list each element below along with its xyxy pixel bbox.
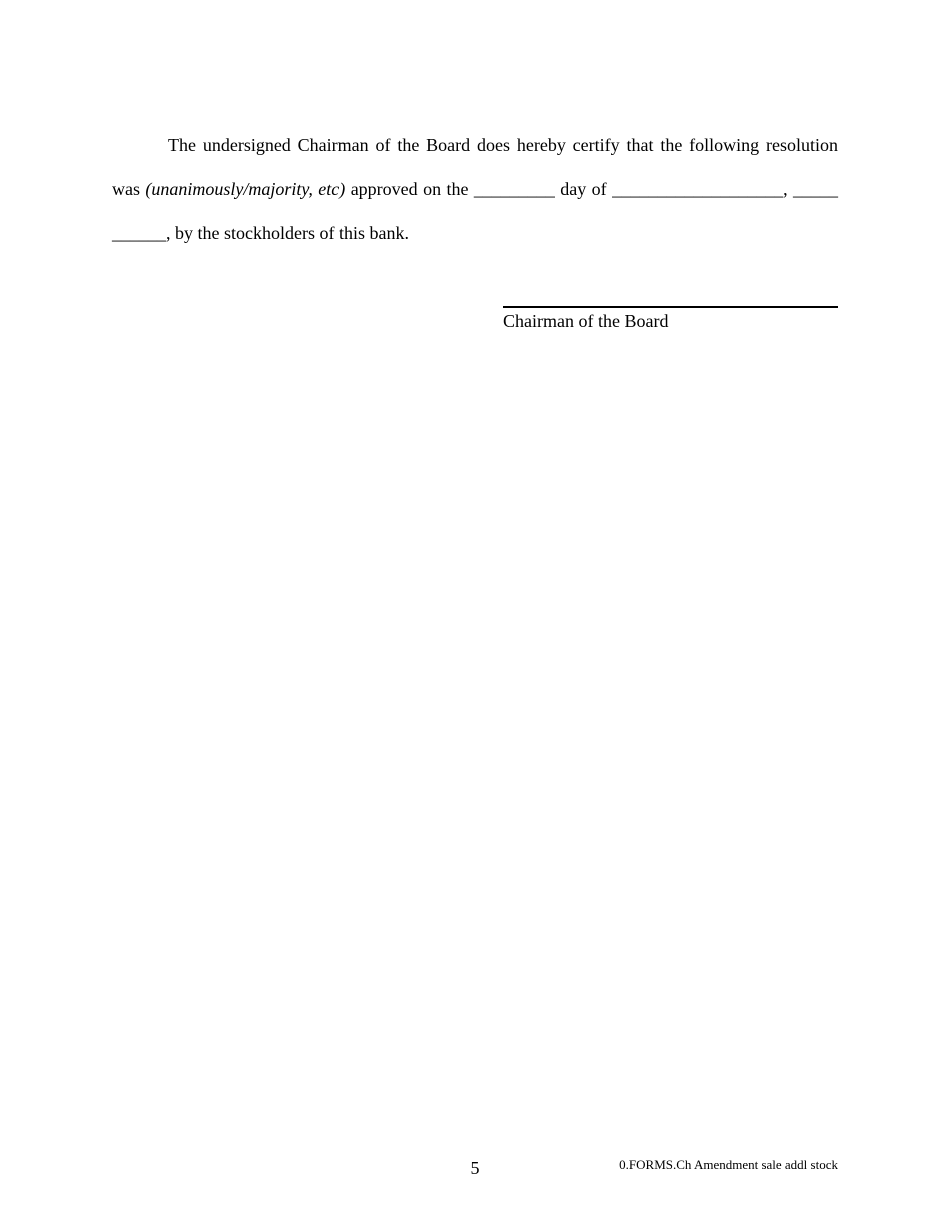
certification-text-1: The undersigned Chairman of the Board does hereby certify that the following resolution bbox=[168, 135, 838, 155]
certification-text-2-end: approved on the _________ day of ___________________, _____ bbox=[345, 179, 838, 199]
certification-text-2-start: was bbox=[112, 179, 146, 199]
signature-label: Chairman of the Board bbox=[503, 311, 669, 331]
page-number: 5 bbox=[470, 1158, 480, 1178]
certification-line-3 bbox=[112, 222, 838, 244]
certification-text-3: ______, by the stockholders of this bank. bbox=[112, 223, 409, 243]
signature-line bbox=[503, 306, 838, 308]
vote-type-placeholder: (unanimously/majority, etc) bbox=[145, 179, 346, 199]
certification-line-1 bbox=[112, 134, 838, 156]
document-reference: 0.FORMS.Ch Amendment sale addl stock bbox=[619, 1157, 838, 1172]
certification-line-2 bbox=[112, 178, 838, 200]
